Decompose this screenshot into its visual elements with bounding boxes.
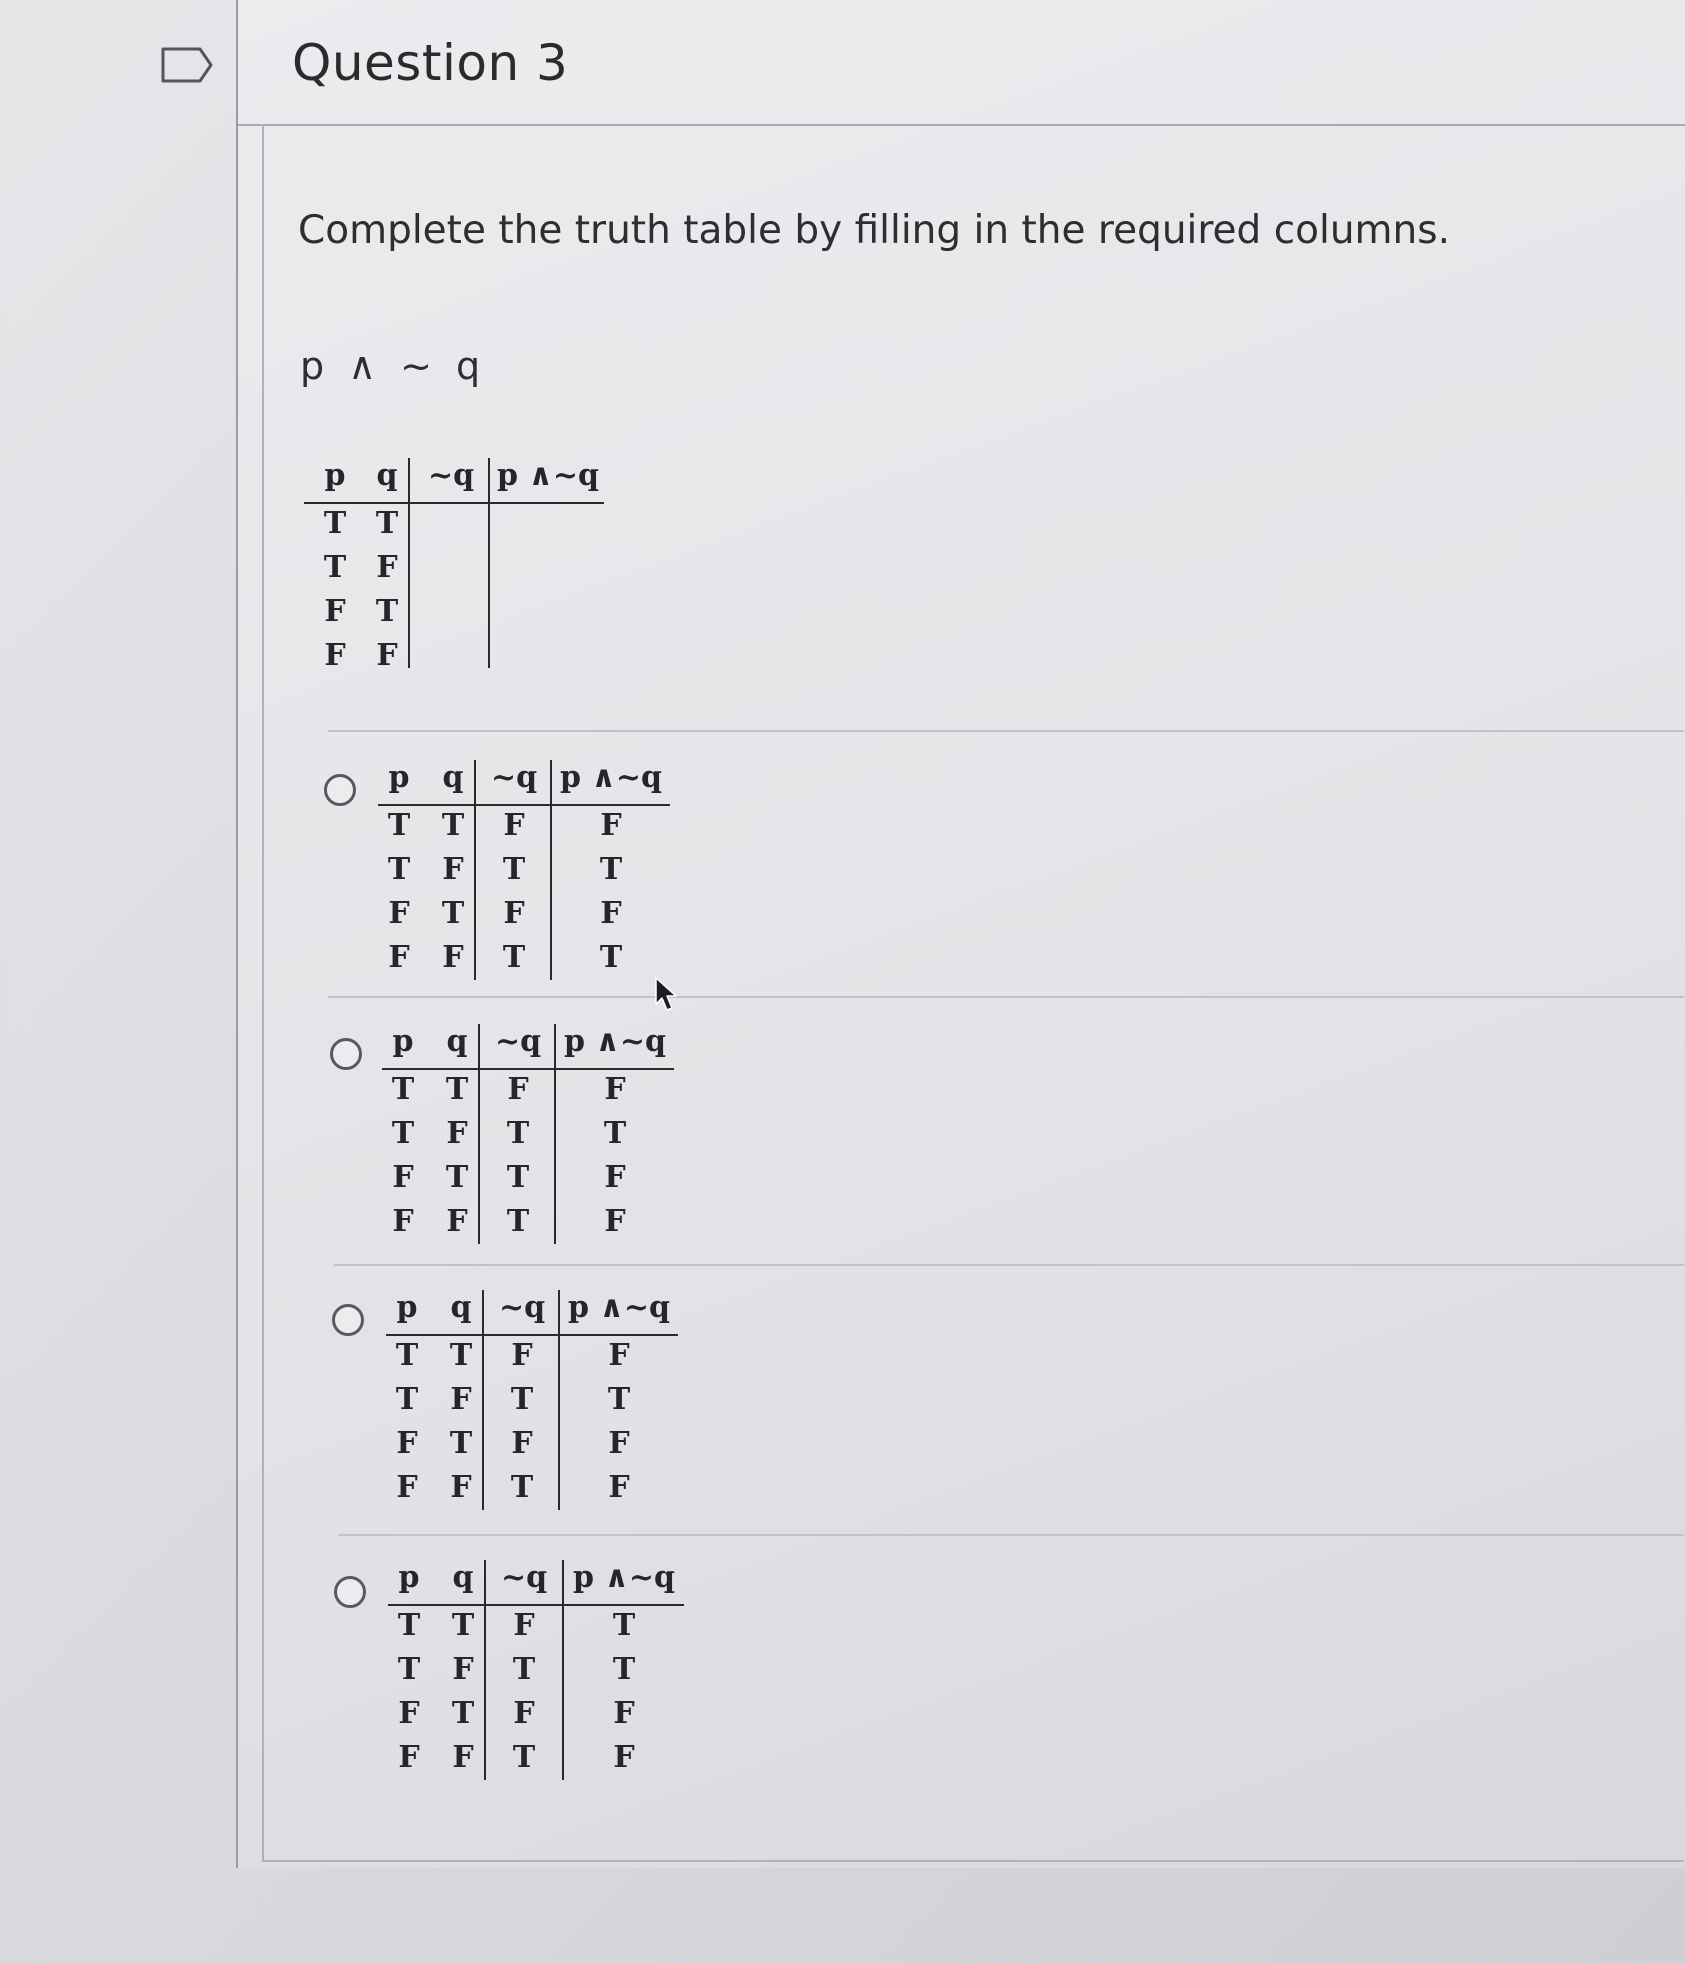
header-q: q <box>450 1290 472 1325</box>
header-not-q: ~q <box>498 1290 546 1325</box>
radio-option-b[interactable] <box>330 1038 362 1070</box>
cell-result: F <box>613 1696 635 1731</box>
cell-q: T <box>449 1426 473 1461</box>
logic-expression: p ∧ ~ q <box>300 344 487 388</box>
cell-not-q: F <box>511 1426 533 1461</box>
cell-not-q: T <box>502 852 526 887</box>
header-not-q: ~q <box>427 458 475 493</box>
blank-truth-table <box>304 458 604 673</box>
question-title: Question 3 <box>292 34 569 92</box>
cell-q: F <box>446 1116 468 1151</box>
cell-not-q: T <box>502 940 526 975</box>
table-row <box>304 638 604 682</box>
cell-q: F <box>452 1740 474 1775</box>
cell-not-q: T <box>506 1116 530 1151</box>
header-rule <box>382 1068 674 1070</box>
cell-q: F <box>442 940 464 975</box>
cell-not-q: T <box>512 1740 536 1775</box>
table-row <box>386 1382 678 1426</box>
cell-not-q: F <box>507 1072 529 1107</box>
header-p: p <box>398 1560 420 1595</box>
cell-p: T <box>323 550 347 585</box>
cell-q: F <box>446 1204 468 1239</box>
cell-result: F <box>608 1470 630 1505</box>
cell-result: F <box>604 1204 626 1239</box>
cell-result: F <box>608 1338 630 1373</box>
cell-result: F <box>613 1740 635 1775</box>
cell-p: F <box>398 1696 420 1731</box>
cell-p: F <box>388 940 410 975</box>
header-q: q <box>442 760 464 795</box>
table-header-row <box>388 1560 684 1604</box>
cell-result: T <box>612 1608 636 1643</box>
table-row <box>388 1652 684 1696</box>
cell-q: F <box>376 638 398 673</box>
header-not-q: ~q <box>500 1560 548 1595</box>
header-p-and-not-q: p ∧~q <box>497 458 599 493</box>
header-rule <box>378 804 670 806</box>
divider <box>334 1264 1684 1266</box>
table-row <box>388 1608 684 1652</box>
cell-p: F <box>392 1204 414 1239</box>
cell-p: T <box>391 1116 415 1151</box>
cell-p: F <box>398 1740 420 1775</box>
header-p: p <box>324 458 346 493</box>
mouse-pointer-icon <box>654 976 680 1014</box>
table-row <box>388 1740 684 1784</box>
cell-p: F <box>324 594 346 629</box>
cell-p: T <box>387 808 411 843</box>
radio-option-a[interactable] <box>324 774 356 806</box>
header-q: q <box>452 1560 474 1595</box>
cell-p: T <box>397 1652 421 1687</box>
header-rule <box>386 1334 678 1336</box>
divider <box>328 996 1684 998</box>
header-p-and-not-q: p ∧~q <box>564 1024 666 1059</box>
cell-q: F <box>442 852 464 887</box>
table-header-row <box>382 1024 674 1068</box>
cell-result: T <box>603 1116 627 1151</box>
answer-option-c-table[interactable] <box>386 1290 678 1510</box>
radio-option-d[interactable] <box>334 1576 366 1608</box>
cell-p: T <box>391 1072 415 1107</box>
table-row <box>388 1696 684 1740</box>
cell-p: F <box>396 1470 418 1505</box>
cell-q: F <box>452 1652 474 1687</box>
cell-result: T <box>599 940 623 975</box>
cell-result: F <box>600 896 622 931</box>
question-header <box>238 0 1685 126</box>
header-q: q <box>376 458 398 493</box>
table-row <box>386 1426 678 1470</box>
table-row <box>378 808 670 852</box>
table-row <box>386 1338 678 1382</box>
cell-p: T <box>387 852 411 887</box>
table-row <box>382 1204 674 1248</box>
header-p-and-not-q: p ∧~q <box>568 1290 670 1325</box>
cell-q: T <box>375 506 399 541</box>
cell-q: T <box>441 808 465 843</box>
answer-option-a-table[interactable] <box>378 760 670 980</box>
answer-option-d-table[interactable] <box>388 1560 684 1780</box>
cell-p: T <box>395 1382 419 1417</box>
cell-result: T <box>612 1652 636 1687</box>
cell-not-q: F <box>513 1696 535 1731</box>
table-row <box>378 896 670 940</box>
cell-q: F <box>450 1470 472 1505</box>
cell-q: T <box>375 594 399 629</box>
cell-not-q: F <box>503 896 525 931</box>
header-not-q: ~q <box>494 1024 542 1059</box>
answer-option-b-table[interactable] <box>382 1024 674 1244</box>
table-row <box>304 594 604 638</box>
header-not-q: ~q <box>490 760 538 795</box>
cell-q: T <box>445 1072 469 1107</box>
cell-q: F <box>450 1382 472 1417</box>
cell-p: T <box>397 1608 421 1643</box>
header-p: p <box>388 760 410 795</box>
table-row <box>304 506 604 550</box>
cell-p: T <box>395 1338 419 1373</box>
question-card <box>236 0 1685 1868</box>
table-header-row <box>378 760 670 804</box>
cell-q: T <box>441 896 465 931</box>
cell-q: T <box>445 1160 469 1195</box>
table-row <box>304 550 604 594</box>
header-q: q <box>446 1024 468 1059</box>
cell-not-q: F <box>503 808 525 843</box>
cell-p: F <box>388 896 410 931</box>
cell-result: T <box>607 1382 631 1417</box>
table-row <box>382 1072 674 1116</box>
table-row <box>382 1116 674 1160</box>
cell-not-q: T <box>506 1160 530 1195</box>
cell-result: F <box>600 808 622 843</box>
divider <box>328 730 1684 732</box>
question-body <box>262 124 1684 1862</box>
table-row <box>382 1160 674 1204</box>
cell-not-q: T <box>510 1470 534 1505</box>
cell-not-q: F <box>511 1338 533 1373</box>
header-rule <box>304 502 604 504</box>
cell-result: F <box>608 1426 630 1461</box>
header-p-and-not-q: p ∧~q <box>573 1560 675 1595</box>
cell-q: T <box>451 1608 475 1643</box>
cell-p: T <box>323 506 347 541</box>
header-p: p <box>392 1024 414 1059</box>
header-rule <box>388 1604 684 1606</box>
cell-p: F <box>396 1426 418 1461</box>
cell-not-q: T <box>512 1652 536 1687</box>
header-p: p <box>396 1290 418 1325</box>
divider <box>338 1534 1684 1536</box>
cell-result: T <box>599 852 623 887</box>
radio-option-c[interactable] <box>332 1304 364 1336</box>
cell-not-q: T <box>506 1204 530 1239</box>
table-row <box>386 1470 678 1514</box>
cell-not-q: T <box>510 1382 534 1417</box>
table-header-row <box>304 458 604 502</box>
cell-q: T <box>451 1696 475 1731</box>
cell-result: F <box>604 1160 626 1195</box>
table-header-row <box>386 1290 678 1334</box>
cell-p: F <box>324 638 346 673</box>
question-prompt: Complete the truth table by filling in the required columns. <box>298 208 1450 253</box>
cell-p: F <box>392 1160 414 1195</box>
table-row <box>378 852 670 896</box>
bookmark-flag-icon[interactable] <box>160 46 214 84</box>
cell-q: T <box>449 1338 473 1373</box>
table-row <box>378 940 670 984</box>
cell-result: F <box>604 1072 626 1107</box>
header-p-and-not-q: p ∧~q <box>560 760 662 795</box>
cell-q: F <box>376 550 398 585</box>
cell-not-q: F <box>513 1608 535 1643</box>
